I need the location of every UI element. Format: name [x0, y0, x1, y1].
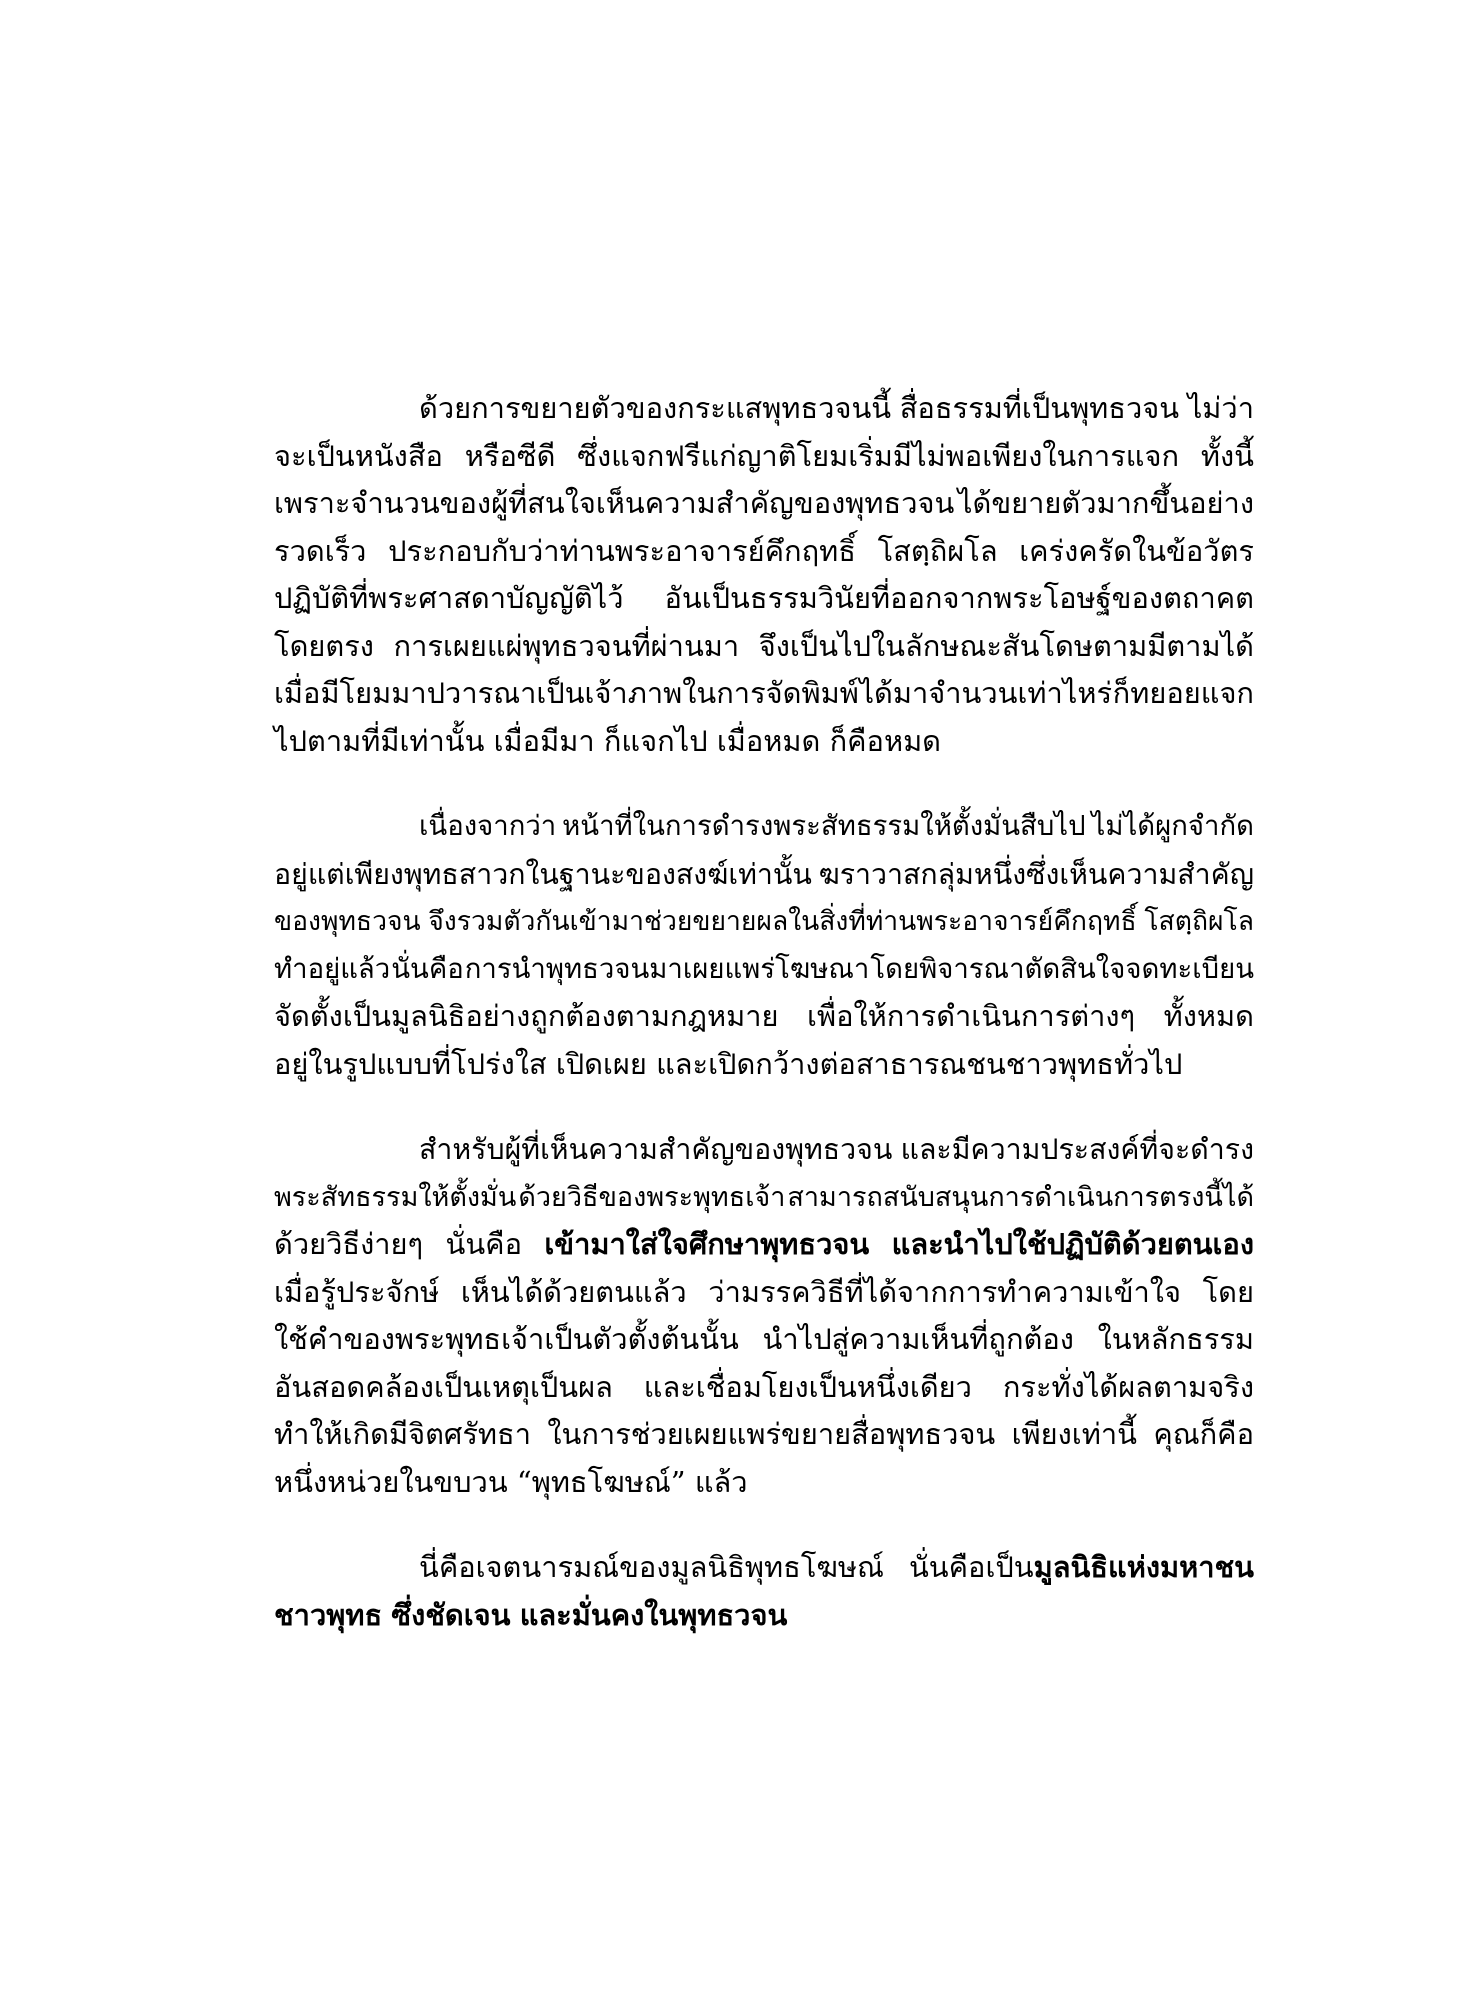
text-segment: โสตฺถิผโล — [1144, 906, 1254, 937]
text-segment: หน้าที่ในการดำรงพระสัทธรรมให้ตั้งมั่นสืบไป — [562, 810, 1086, 842]
text-segment: โสตฺถิผโล — [877, 533, 998, 568]
text-segment: ไม่ได้ผูกจำกัด — [1091, 810, 1254, 842]
text-segment: การเผยแผ่พุทธวจนที่ผ่านมา — [393, 628, 740, 663]
text-segment: เคร่งครัดในข้อวัตร — [1019, 533, 1254, 568]
paragraph-2 — [274, 803, 1254, 1088]
text-segment: จึงเป็นไปในลักษณะสันโดษตามมีตามได้ — [758, 628, 1254, 663]
text-line — [274, 803, 1254, 851]
text-segment: ด้วยการขยายตัวของกระแสพุทธวจนนี้ — [419, 391, 892, 425]
text-line — [274, 1411, 1254, 1459]
text-segment: จะเป็นหนังสือ — [274, 438, 443, 473]
text-segment: อันเป็นธรรมวินัยที่ออกจากพระโอษฐ์ของตถาคต — [664, 581, 1254, 615]
text-segment: ว่ามรรควิธีที่ได้จากการทำความเข้าใจ — [708, 1274, 1181, 1309]
text-segment: ของพุทธวจน — [274, 906, 421, 937]
text-segment: นั่นคือ — [445, 1227, 522, 1261]
text-segment: อยู่แต่เพียงพุทธสาวกในฐานะของสงฆ์เท่านั้น — [274, 857, 812, 891]
text-line — [274, 1459, 1254, 1507]
document-body — [274, 385, 1254, 1677]
emphasis-text: และมั่นคงในพุทธวจน — [519, 1597, 788, 1632]
text-segment: อันสอดคล้องเป็นเหตุเป็นผล — [274, 1369, 613, 1404]
text-segment: นั่นคือเป็นมูลนิธิแห่งมหาชน — [908, 1550, 1254, 1584]
text-segment: หรือซีดี — [464, 438, 556, 473]
text-line — [274, 528, 1254, 576]
text-segment: จัดตั้งเป็นมูลนิธิอย่างถูกต้องตามกฎหมาย — [274, 999, 779, 1033]
emphasis-text: เข้ามาใส่ใจศึกษาพุทธวจน — [544, 1227, 870, 1261]
emphasis-text: ซึ่งชัดเจน — [391, 1597, 511, 1632]
text-segment: ในการช่วยเผยแพร่ขยายสื่อพุทธวจน — [547, 1417, 996, 1451]
text-segment: สามารถสนับสนุนการดำเนินการตรงนี้ได้ — [787, 1181, 1254, 1213]
text-segment: นี่คือเจตนารมณ์ของมูลนิธิพุทธโฆษณ์ — [419, 1550, 884, 1584]
text-segment: สื่อธรรมที่เป็นพุทธวจน — [899, 391, 1180, 425]
text-segment: ฆราวาสกลุ่มหนึ่งซึ่งเห็นความสำคัญ — [818, 857, 1254, 891]
text-segment: ด้วยวิธีง่ายๆ — [274, 1227, 424, 1261]
text-segment: ทำให้เกิดมีจิตศรัทธา — [274, 1417, 532, 1451]
text-segment: ประกอบกับว่าท่านพระอาจารย์คึกฤทธิ์ — [388, 533, 856, 568]
text-line — [274, 1316, 1254, 1364]
text-segment: เนื่องจากว่า — [419, 810, 557, 842]
text-line — [274, 480, 1254, 528]
text-segment: กระทั่งได้ผลตามจริง — [1002, 1369, 1254, 1404]
emphasis-text: ชาวพุทธ — [274, 1597, 383, 1632]
paragraph-1 — [274, 385, 1254, 765]
text-line — [274, 946, 1254, 994]
text-segment: นำไปสู่ความเห็นที่ถูกต้อง — [762, 1322, 1074, 1356]
text-segment: นั่นคือ — [391, 952, 464, 985]
text-segment: ก็แจกไป — [603, 723, 708, 758]
text-segment: หนึ่งหน่วยในขบวน — [274, 1464, 508, 1499]
text-segment: เปิดเผย — [555, 1046, 647, 1081]
emphasis-text: และนำไปใช้ปฏิบัติด้วยตนเอง — [891, 1227, 1254, 1261]
text-line — [274, 1364, 1254, 1412]
text-line — [274, 898, 1254, 946]
text-segment: ใช้คำของพระพุทธเจ้าเป็นตัวตั้งต้นนั้น — [274, 1322, 739, 1356]
paragraph-4 — [274, 1544, 1254, 1639]
text-segment: ด้วยวิธีของพระพุทธเจ้า — [518, 1181, 786, 1213]
text-segment: ทั้งหมด — [1163, 999, 1254, 1033]
text-segment: เมื่อมีมา — [493, 723, 595, 758]
text-segment: และเชื่อมโยงเป็นหนึ่งเดียว — [643, 1369, 972, 1404]
text-segment: พระสัทธรรมให้ตั้งมั่น — [274, 1181, 517, 1213]
text-line — [274, 1592, 1254, 1640]
text-segment: โดย — [1202, 1274, 1254, 1309]
text-line — [274, 623, 1254, 671]
text-segment: และมีความประสงค์ที่จะดำรง — [900, 1133, 1254, 1166]
text-segment: รวดเร็ว — [274, 533, 367, 568]
text-segment: เมื่อหมด — [716, 723, 821, 758]
text-segment: สำหรับผู้ที่เห็นความสำคัญของพุทธวจน — [419, 1133, 893, 1166]
text-segment: อยู่ในรูปแบบที่โปร่งใส — [274, 1046, 547, 1081]
text-segment: ได้ขยายตัวมากขึ้นอย่าง — [957, 486, 1254, 520]
text-line — [274, 851, 1254, 899]
text-segment: ไม่ว่า — [1187, 391, 1254, 425]
text-line — [274, 385, 1254, 433]
text-segment: แล้ว — [694, 1464, 748, 1499]
text-segment: คุณก็คือ — [1153, 1417, 1254, 1451]
text-segment: ปฏิบัติที่พระศาสดาบัญญัติไว้ — [274, 581, 624, 615]
text-line — [274, 1269, 1254, 1317]
text-line — [274, 1126, 1254, 1174]
text-line — [274, 575, 1254, 623]
text-segment: ก็คือหมด — [829, 723, 942, 758]
text-segment: ไปตามที่มีเท่านั้น — [274, 723, 485, 758]
text-line — [274, 670, 1254, 718]
paragraph-3 — [274, 1126, 1254, 1506]
text-segment: เพื่อให้การดำเนินการต่างๆ — [807, 999, 1136, 1033]
text-line — [274, 1041, 1254, 1089]
text-segment: ซึ่งแจกฟรีแก่ญาติโยมเริ่มมีไม่พอเพียงในการแจก — [577, 438, 1180, 473]
text-segment: ก็ทยอยแจก — [1112, 676, 1254, 710]
text-segment: โดยพิจารณาตัดสินใจจดทะเบียน — [870, 952, 1254, 985]
text-segment: เมื่อรู้ประจักษ์ — [274, 1274, 440, 1309]
text-segment: “พุทธโฆษณ์” — [516, 1464, 686, 1499]
text-segment: โดยตรง — [274, 628, 374, 663]
text-segment: จึงรวมตัวกันเข้ามาช่วยขยายผลในสิ่งที่ท่านพระอาจารย์คึกฤทธิ์ — [428, 906, 1137, 937]
text-segment: ได้มาจำนวนเท่าไหร่ — [859, 676, 1113, 710]
text-line — [274, 993, 1254, 1041]
text-segment: ทำอยู่แล้ว — [274, 952, 391, 985]
text-segment: และเปิดกว้างต่อสาธารณชนชาวพุทธทั่วไป — [656, 1046, 1183, 1081]
text-segment: เพราะจำนวนของผู้ที่สนใจเห็นความสำคัญของพุทธวจน — [274, 486, 955, 520]
text-segment: เห็นได้ด้วยตนแล้ว — [460, 1274, 687, 1309]
text-segment: การนำพุทธวจนมาเผยแพร่โฆษณา — [464, 952, 870, 985]
text-line — [274, 718, 1254, 766]
text-line — [274, 1221, 1254, 1269]
text-line — [274, 1174, 1254, 1222]
text-segment: เมื่อมีโยมมาปวารณาเป็นเจ้าภาพในการจัดพิมพ์ — [274, 676, 859, 710]
text-segment: เพียงเท่านี้ — [1011, 1417, 1137, 1451]
text-segment: ในหลักธรรม — [1097, 1322, 1254, 1356]
text-line — [274, 1544, 1254, 1592]
text-segment: ทั้งนี้ — [1200, 438, 1254, 473]
text-line — [274, 433, 1254, 481]
